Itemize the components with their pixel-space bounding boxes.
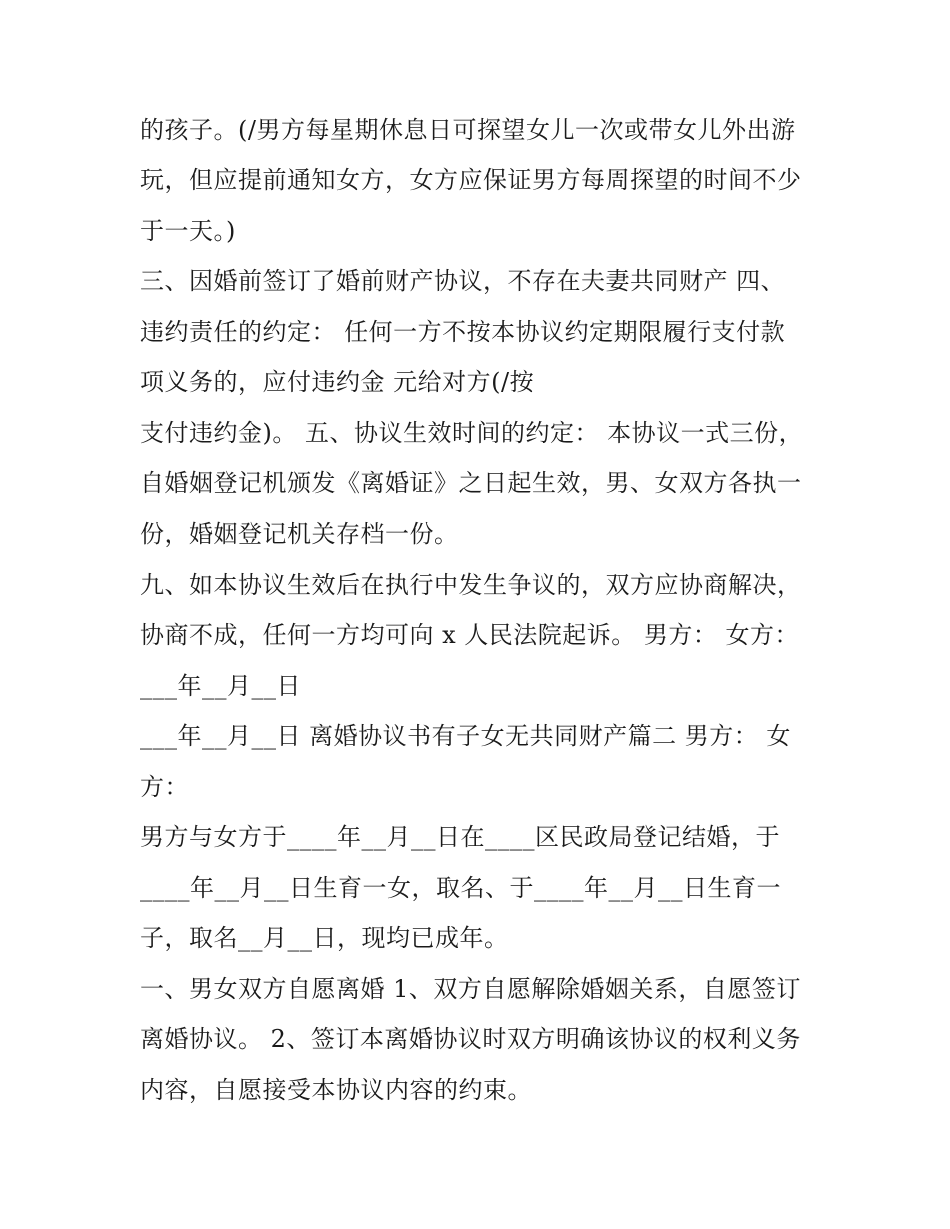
paragraph-line: 子，取名__月__日，现均已成年。 [140,924,509,952]
paragraph-line: ___年__月__日 离婚协议书有子女无共同财产篇二 男方： 女 [140,722,791,750]
paragraph-line: 内容，自愿接受本协议内容的约束。 [140,1076,532,1104]
paragraph-line: 自婚姻登记机颁发《离婚证》之日起生效，男、女双方各执一 [140,469,802,497]
paragraph-line: 协商不成，任何一方均可向 x 人民法院起诉。 男方： 女方： [140,621,800,649]
paragraph-line: 方： [140,773,189,801]
date-line: ___年__月__日 [140,672,301,700]
paragraph-line: 男方与女方于____年__月__日在____区民政局登记结婚，于 [140,823,780,851]
paragraph-line: 违约责任的约定： 任何一方不按本协议约定期限履行支付款 [140,318,786,346]
paragraph-line: 玩，但应提前通知女方，女方应保证男方每周探望的时间不少 [140,166,802,194]
paragraph-line: 一、男女双方自愿离婚 1、双方自愿解除婚姻关系，自愿签订 [140,975,801,1003]
paragraph-line: 支付违约金)。 五、协议生效时间的约定： 本协议一式三份， [140,419,804,447]
paragraph-line: 份，婚姻登记机关存档一份。 [140,520,459,548]
paragraph-line: ____年__月__日生育一女，取名、于____年__月__日生育一 [140,874,781,902]
paragraph-line: 项义务的，应付违约金 元给对方(/按 [140,368,535,396]
paragraph-line: 九、如本协议生效后在执行中发生争议的，双方应协商解决， [140,571,802,599]
paragraph-line: 于一天。) [140,217,236,245]
paragraph-line: 离婚协议。 2、签订本离婚协议时双方明确该协议的权利义务 [140,1025,801,1053]
paragraph-line: 三、因婚前签订了婚前财产协议，不存在夫妻共同财产 四、 [140,267,786,295]
paragraph-line: 的孩子。(/男方每星期休息日可探望女儿一次或带女儿外出游 [140,116,796,144]
